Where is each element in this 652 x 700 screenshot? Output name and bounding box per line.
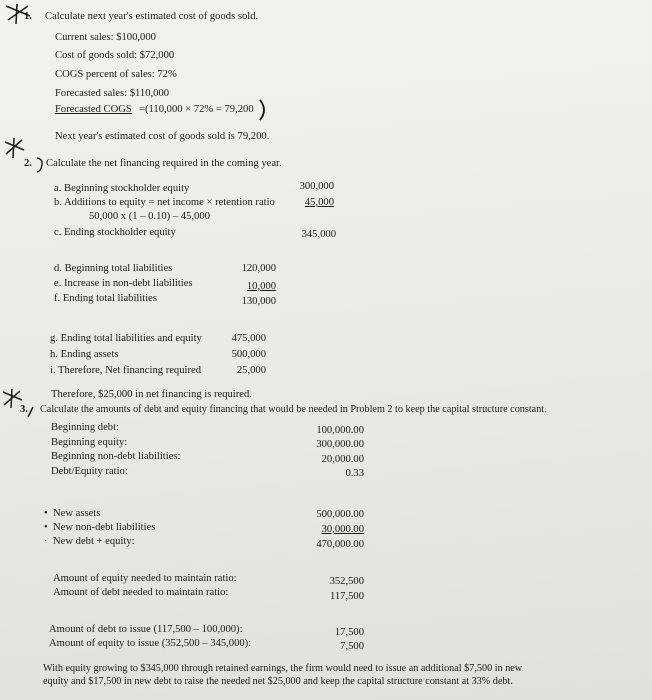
row-a-label: a. Beginning stockholder equity	[54, 183, 190, 194]
current-sales: Current sales: $100,000	[55, 32, 156, 43]
debt-to-issue-label: Amount of debt to issue (117,500 – 100,000):	[49, 624, 243, 635]
equity-to-issue-label: Amount of equity to issue (352,500 – 345,000):	[49, 638, 252, 649]
row-g-value: 475,000	[231, 333, 266, 344]
forecasted-cogs-label: Forecasted COGS	[55, 104, 132, 115]
row-f-label: f. Ending total liabilities	[54, 293, 157, 304]
debt-to-issue-value: 17,500	[334, 627, 364, 638]
problem-2-number: 2.	[24, 158, 32, 169]
bullet-3: ·	[44, 536, 48, 547]
cogs-percent: COGS percent of sales: 72%	[55, 69, 177, 80]
problem-1-answer: Next year's estimated cost of goods sold is 79,200.	[55, 131, 270, 142]
problem-3-number: 3.	[20, 404, 28, 415]
problem-2-answer: Therefore, $25,000 in net financing is required.	[51, 389, 252, 400]
problem-2-question: Calculate the net financing required in the coming year.	[46, 158, 282, 169]
debt-needed-label: Amount of debt needed to maintain ratio:	[53, 587, 229, 598]
debt-equity-ratio-label: Debt/Equity ratio:	[51, 466, 128, 477]
beginning-debt-label: Beginning debt:	[51, 422, 119, 433]
row-d-value: 120,000	[241, 263, 276, 274]
row-e-label: e. Increase in non-debt liabilities	[54, 278, 193, 289]
row-f-value: 130,000	[241, 296, 276, 307]
row-d-label: d. Beginning total liabilities	[54, 263, 173, 274]
row-c-label: c. Ending stockholder equity	[54, 227, 176, 238]
new-nondebt-label: New non-debt liabilities	[53, 522, 156, 533]
row-g-label: g. Ending total liabilities and equity	[50, 333, 202, 344]
row-e-value: 10,000	[246, 281, 276, 292]
bullet-2: •	[44, 522, 48, 533]
row-h-value: 500,000	[231, 349, 266, 360]
equity-needed-label: Amount of equity needed to maintain ratio:	[53, 573, 237, 584]
bracket-mark	[35, 156, 45, 174]
row-i-label: i. Therefore, Net financing required	[50, 365, 201, 376]
row-a-value: 300,000	[299, 181, 334, 192]
conclusion-line-2: equity and $17,500 in new debt to raise the needed net $25,000 and keep the capital structure constant at 33% debt.	[43, 676, 513, 687]
equity-needed-value: 352,500	[329, 576, 364, 587]
debt-needed-value: 117,500	[329, 591, 364, 602]
beginning-equity-label: Beginning equity:	[51, 437, 128, 448]
forecasted-sales: Forecasted sales: $110,000	[55, 88, 170, 99]
star-mark-2	[2, 136, 28, 160]
cost-of-goods-sold: Cost of goods sold: $72,000	[55, 50, 175, 61]
beginning-nondebt-label: Beginning non-debt liabilities:	[51, 451, 181, 462]
problem-3-question: Calculate the amounts of debt and equity financing that would be needed in Problem 2 to keep the capital structure constant.	[40, 404, 547, 415]
new-assets-label: New assets	[53, 508, 101, 519]
conclusion-line-1: With equity growing to $345,000 through retained earnings, the firm would need to issue an additional $7,500 in new	[43, 663, 523, 674]
equity-to-issue-value: 7,500	[340, 641, 364, 652]
new-nondebt-value: 30,000.00	[321, 524, 364, 535]
new-debt-equity-value: 470,000.00	[316, 539, 364, 550]
paren-mark	[256, 98, 270, 122]
row-c-value: 345,000	[301, 229, 336, 240]
beginning-equity-value: 300,000.00	[316, 439, 364, 450]
row-h-label: h. Ending assets	[50, 349, 119, 360]
problem-1-question: Calculate next year's estimated cost of goods sold.	[45, 11, 259, 22]
debt-equity-ratio-value: 0.33	[345, 468, 364, 479]
beginning-nondebt-value: 20,000.00	[321, 454, 364, 465]
row-b-value: 45,000	[304, 197, 334, 208]
bullet-1: •	[44, 508, 48, 519]
new-debt-equity-label: New debt + equity:	[53, 536, 135, 547]
problem-1-number: 1.	[24, 11, 32, 22]
forecasted-cogs-calc: =(110,000 × 72% = 79,200	[139, 104, 254, 115]
row-b-label: b. Additions to equity = net income × retention ratio	[54, 197, 275, 208]
row-i-value: 25,000	[236, 365, 266, 376]
row-b-calc: 50,000 x (1 – 0.10) – 45,000	[89, 211, 210, 222]
beginning-debt-value: 100,000.00	[316, 425, 364, 436]
new-assets-value: 500,000.00	[316, 509, 364, 520]
